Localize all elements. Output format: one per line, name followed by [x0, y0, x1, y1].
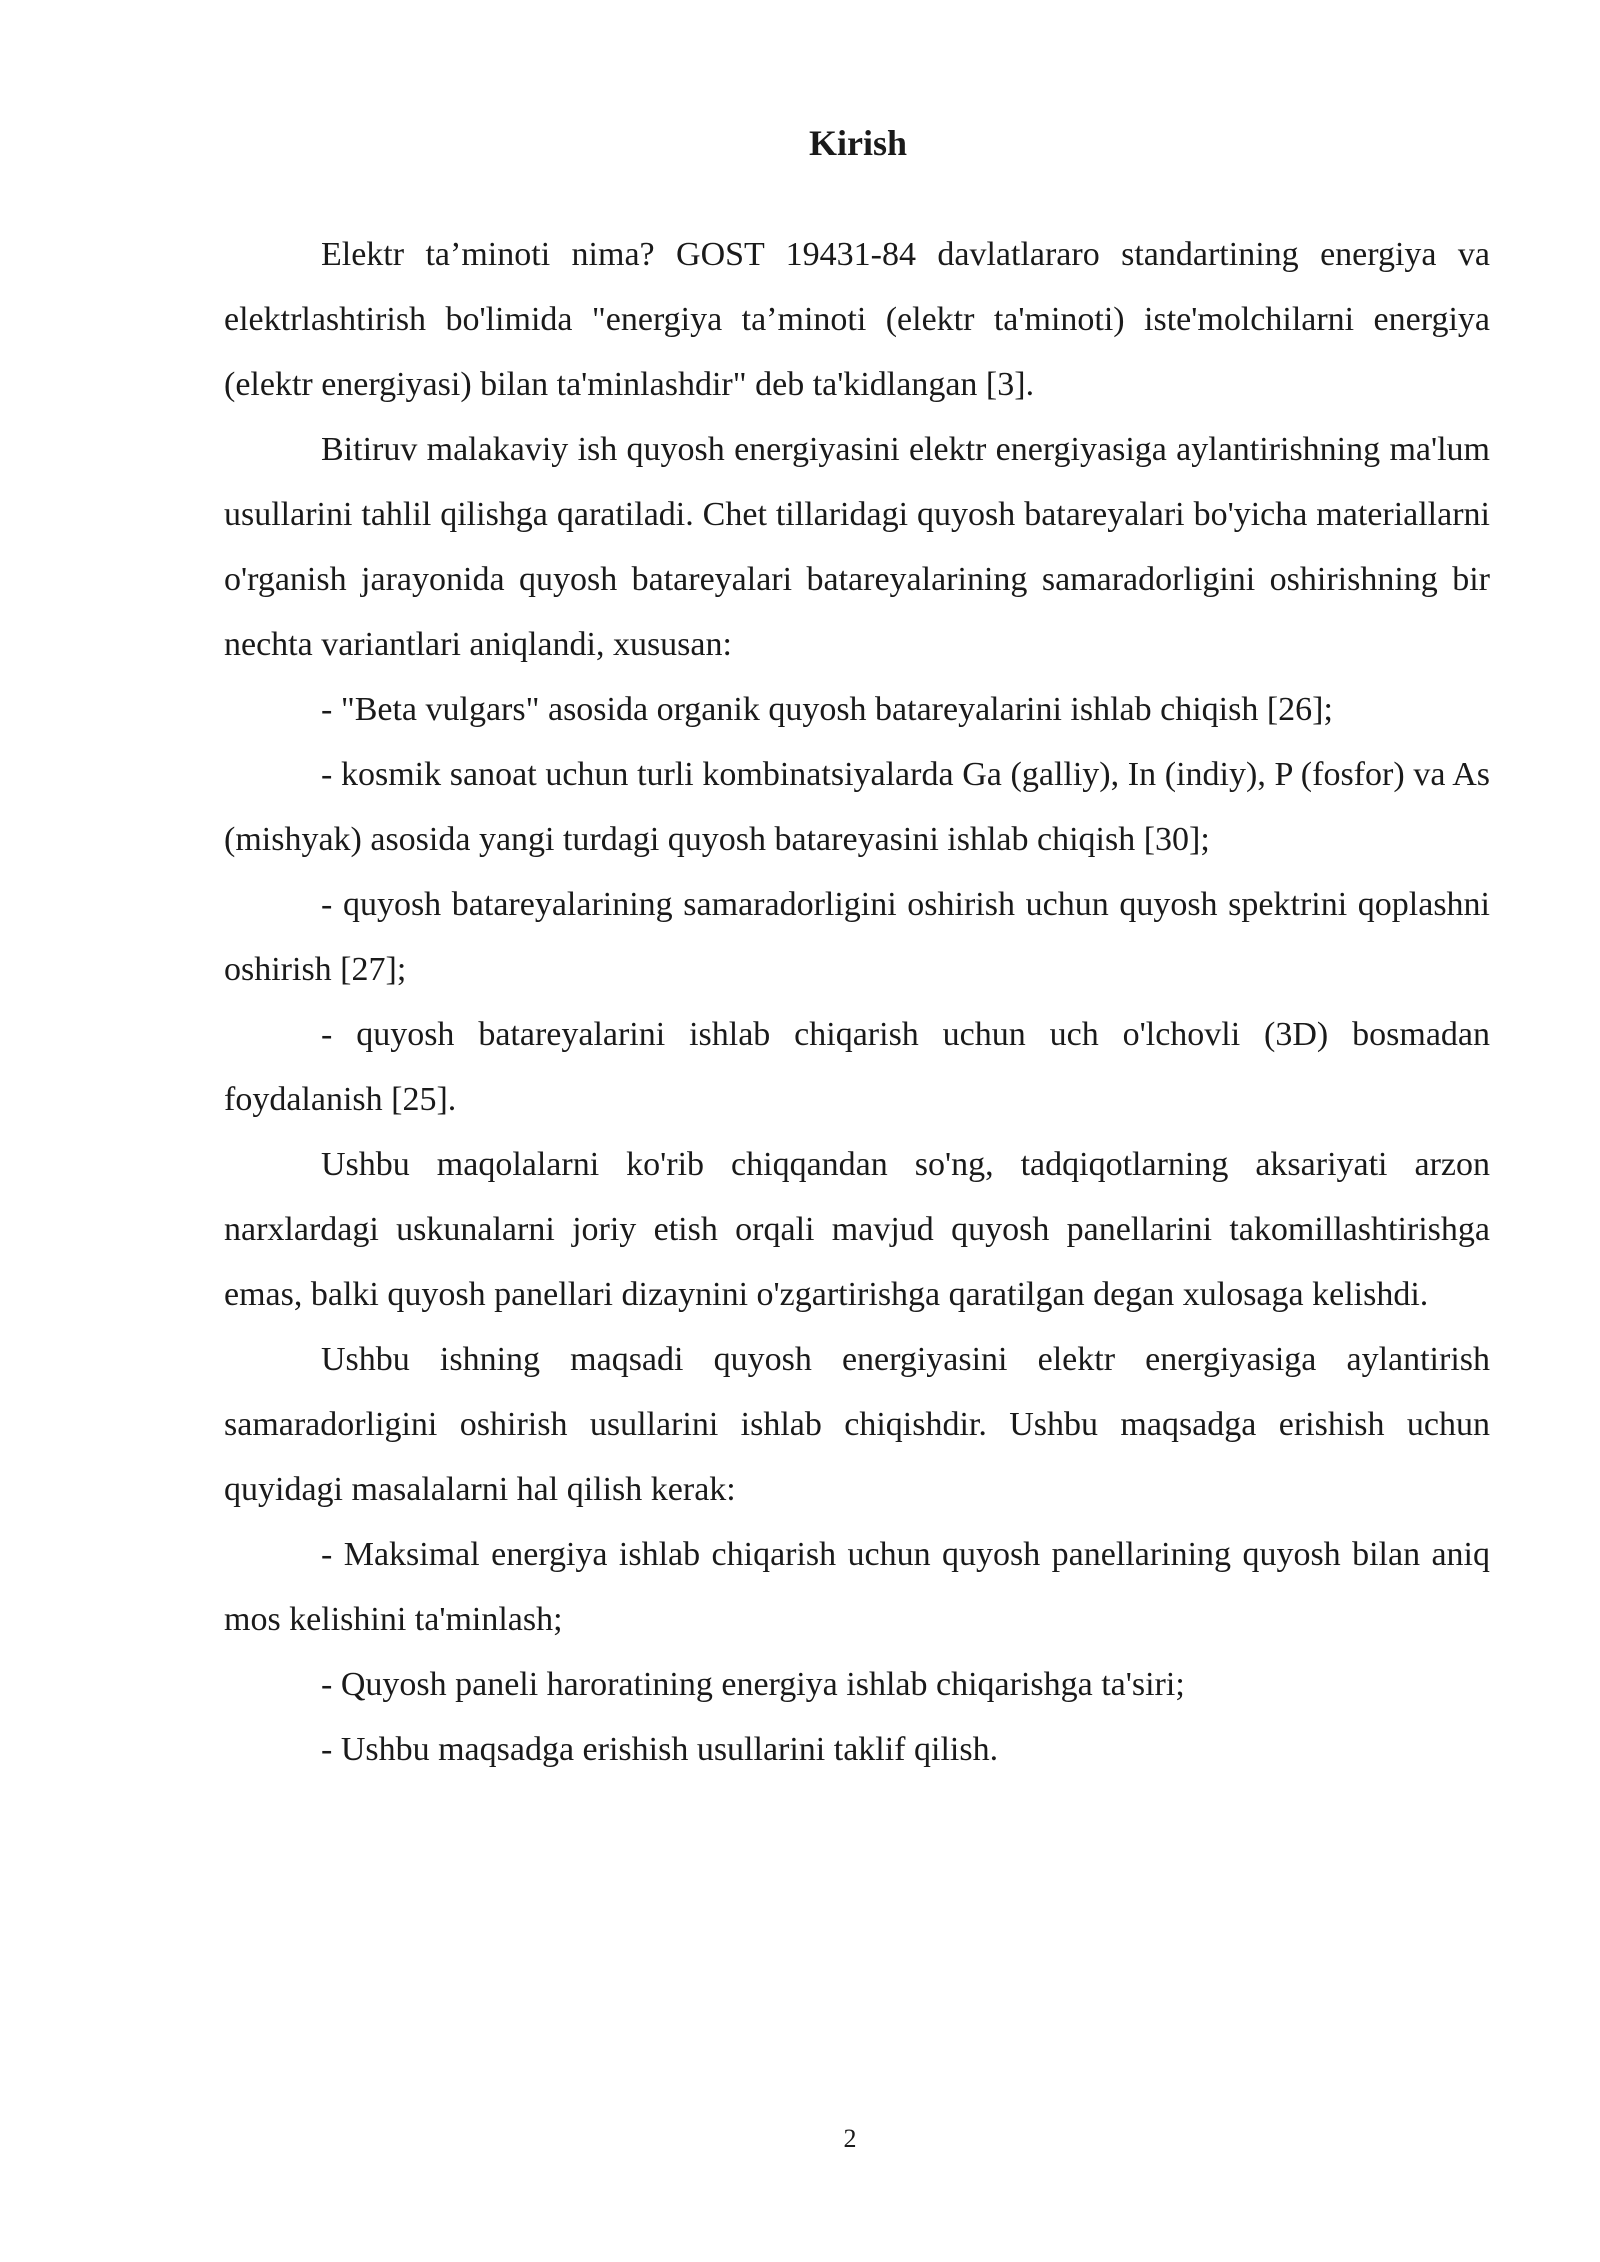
page-number: 2: [843, 2124, 857, 2153]
list-item-3d-printing: - quyosh batareyalarini ishlab chiqarish uchun uch o'lchovli (3D) bosmadan foydalanish [25].: [224, 1016, 1490, 1118]
list-item-spectrum-coverage: - quyosh batareyalarining samaradorligini oshirish uchun quyosh spektrini qoplashni oshirish [27];: [224, 886, 1490, 988]
section-title: Kirish: [808, 123, 907, 163]
list-item-beta-vulgars: - "Beta vulgars" asosida organik quyosh batareyalarini ishlab chiqish [26];: [321, 691, 1333, 728]
list-item-methods: - Ushbu maqsadga erishish usullarini taklif qilish.: [321, 1731, 999, 1768]
paragraph-goal: Ushbu ishning maqsadi quyosh energiyasini elektr energiyasiga aylantirish samaradorligini oshirish usullarini ishlab chiqishdir. Ushbu maqsadga erishish uchun quyidagi masalalarni hal qilish kerak:: [224, 1341, 1490, 1508]
list-item-sun-tracking: - Maksimal energiya ishlab chiqarish uchun quyosh panellarining quyosh bilan aniq mos kelishini ta'minlash;: [224, 1536, 1490, 1638]
list-item-space-industry: - kosmik sanoat uchun turli kombinatsiyalarda Ga (galliy), In (indiy), P (fosfor) va As (mishyak) asosida yangi turdagi quyosh batareyasini ishlab chiqish [30];: [224, 756, 1490, 858]
paragraph-conclusion: Ushbu maqolalarni ko'rib chiqqandan so'ng, tadqiqotlarning aksariyati arzon narxlardagi uskunalarni joriy etish orqali mavjud quyosh panellarini takomillashtirishga emas, balki quyosh panellari dizaynini o'zgartirishga qaratilgan degan xulosaga kelishdi.: [224, 1146, 1490, 1313]
paragraph-definition: Elektr ta’minoti nima? GOST 19431-84 davlatlararo standartining energiya va elektrlashtirish bo'limida "energiya ta’minoti (elektr ta'minoti) iste'molchilarni energiya (elektr energiyasi) bilan ta'minlashdir" deb ta'kidlangan [3].: [224, 236, 1490, 403]
paragraph-thesis-scope: Bitiruv malakaviy ish quyosh energiyasini elektr energiyasiga aylantirishning ma'lum usullarini tahlil qilishga qaratiladi. Chet tillaridagi quyosh batareyalari bo'yicha materiallarni o'rganish jarayonida quyosh batareyalari batareyalarining samaradorligini oshirishning bir nechta variantlari aniqlandi, xususan:: [224, 431, 1490, 663]
list-item-temperature: - Quyosh paneli haroratining energiya ishlab chiqarishga ta'siri;: [321, 1666, 1185, 1703]
body-text: [224, 222, 1490, 1782]
